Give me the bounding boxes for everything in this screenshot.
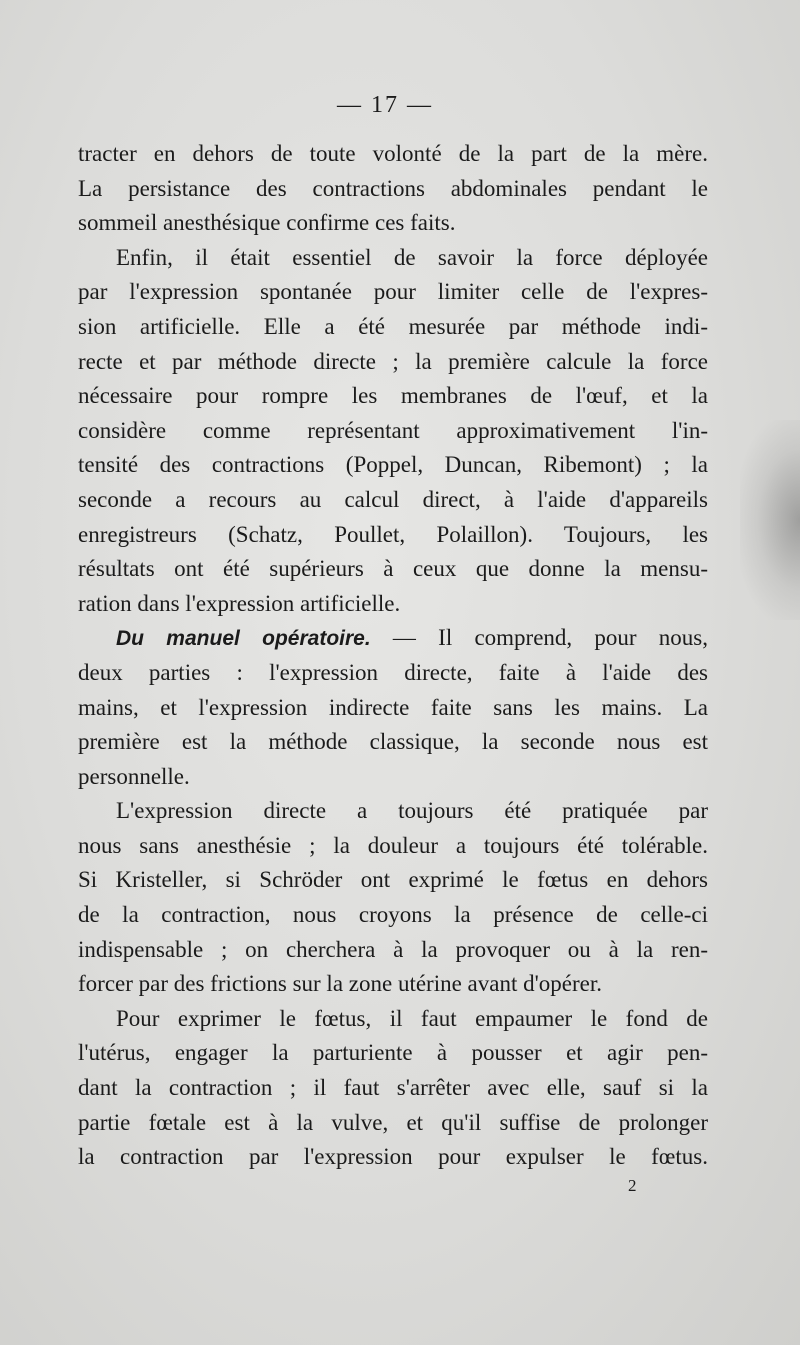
paper-stain — [740, 420, 800, 620]
text-line: ration dans l'expression artificielle. — [78, 590, 401, 616]
paragraph-5 — [78, 1002, 708, 1175]
paragraph-3 — [78, 621, 708, 794]
text-line: nous sans anesthésie ; la douleur a toujours été tolérable. — [78, 832, 708, 858]
text-line: seconde a recours au calcul direct, à l'aide d'appareils — [78, 486, 708, 512]
paragraph-2 — [78, 241, 708, 622]
text-line: de la contraction, nous croyons la présence de celle-ci — [78, 902, 708, 928]
text-line — [78, 621, 708, 656]
text-line: L'expression directe a toujours été pratiquée par — [116, 798, 708, 824]
text-line: sommeil anesthésique confirme ces faits. — [78, 210, 456, 236]
text-line: première est la méthode classique, la seconde nous est — [78, 729, 708, 755]
text-line: par l'expression spontanée pour limiter celle de l'expres- — [78, 279, 708, 305]
text-line: Pour exprimer le fœtus, il faut empaumer le fond de — [116, 1005, 708, 1031]
text-line: Si Kristeller, si Schröder ont exprimé le fœtus en dehors — [78, 867, 708, 893]
paragraph-4 — [78, 794, 708, 1002]
text-line: la contraction par l'expression pour expulser le fœtus. — [78, 1144, 708, 1170]
text-line: l'utérus, engager la parturiente à pousser et agir pen- — [78, 1040, 708, 1066]
heading-continuation: — Il comprend, pour nous, — [370, 625, 708, 651]
page-number: — 17 — — [337, 92, 433, 118]
text-line: tensité des contractions (Poppel, Duncan, Ribemont) ; la — [78, 452, 708, 478]
text-line: sion artificielle. Elle a été mesurée par méthode indi- — [78, 313, 708, 339]
text-line: Enfin, il était essentiel de savoir la force déployée — [116, 244, 708, 270]
text-line: mains, et l'expression indirecte faite sans les mains. La — [78, 694, 708, 720]
text-line: personnelle. — [78, 763, 190, 789]
text-line: nécessaire pour rompre les membranes de l'œuf, et la — [78, 383, 708, 409]
text-line: forcer par des frictions sur la zone utérine avant d'opérer. — [78, 971, 602, 997]
text-line: deux parties : l'expression directe, faite à l'aide des — [78, 659, 708, 685]
text-line: résultats ont été supérieurs à ceux que donne la mensu- — [78, 556, 708, 582]
text-line: considère comme représentant approximativement l'in- — [78, 417, 708, 443]
text-line: partie fœtale est à la vulve, et qu'il suffise de prolonger — [78, 1109, 708, 1135]
text-line: La persistance des contractions abdominales pendant le — [78, 175, 708, 201]
paragraph-1 — [78, 137, 708, 241]
text-line: enregistreurs (Schatz, Poullet, Polaillon). Toujours, les — [78, 521, 708, 547]
body-text — [78, 137, 708, 1175]
section-heading: Du manuel opératoire. — [116, 627, 371, 651]
text-line: indispensable ; on cherchera à la provoquer ou à la ren- — [78, 936, 708, 962]
text-line: recte et par méthode directe ; la première calcule la force — [78, 348, 708, 374]
text-line: dant la contraction ; il faut s'arrêter avec elle, sauf si la — [78, 1075, 708, 1101]
text-line: tracter en dehors de toute volonté de la part de la mère. — [78, 141, 708, 166]
signature-mark: 2 — [628, 1176, 637, 1195]
